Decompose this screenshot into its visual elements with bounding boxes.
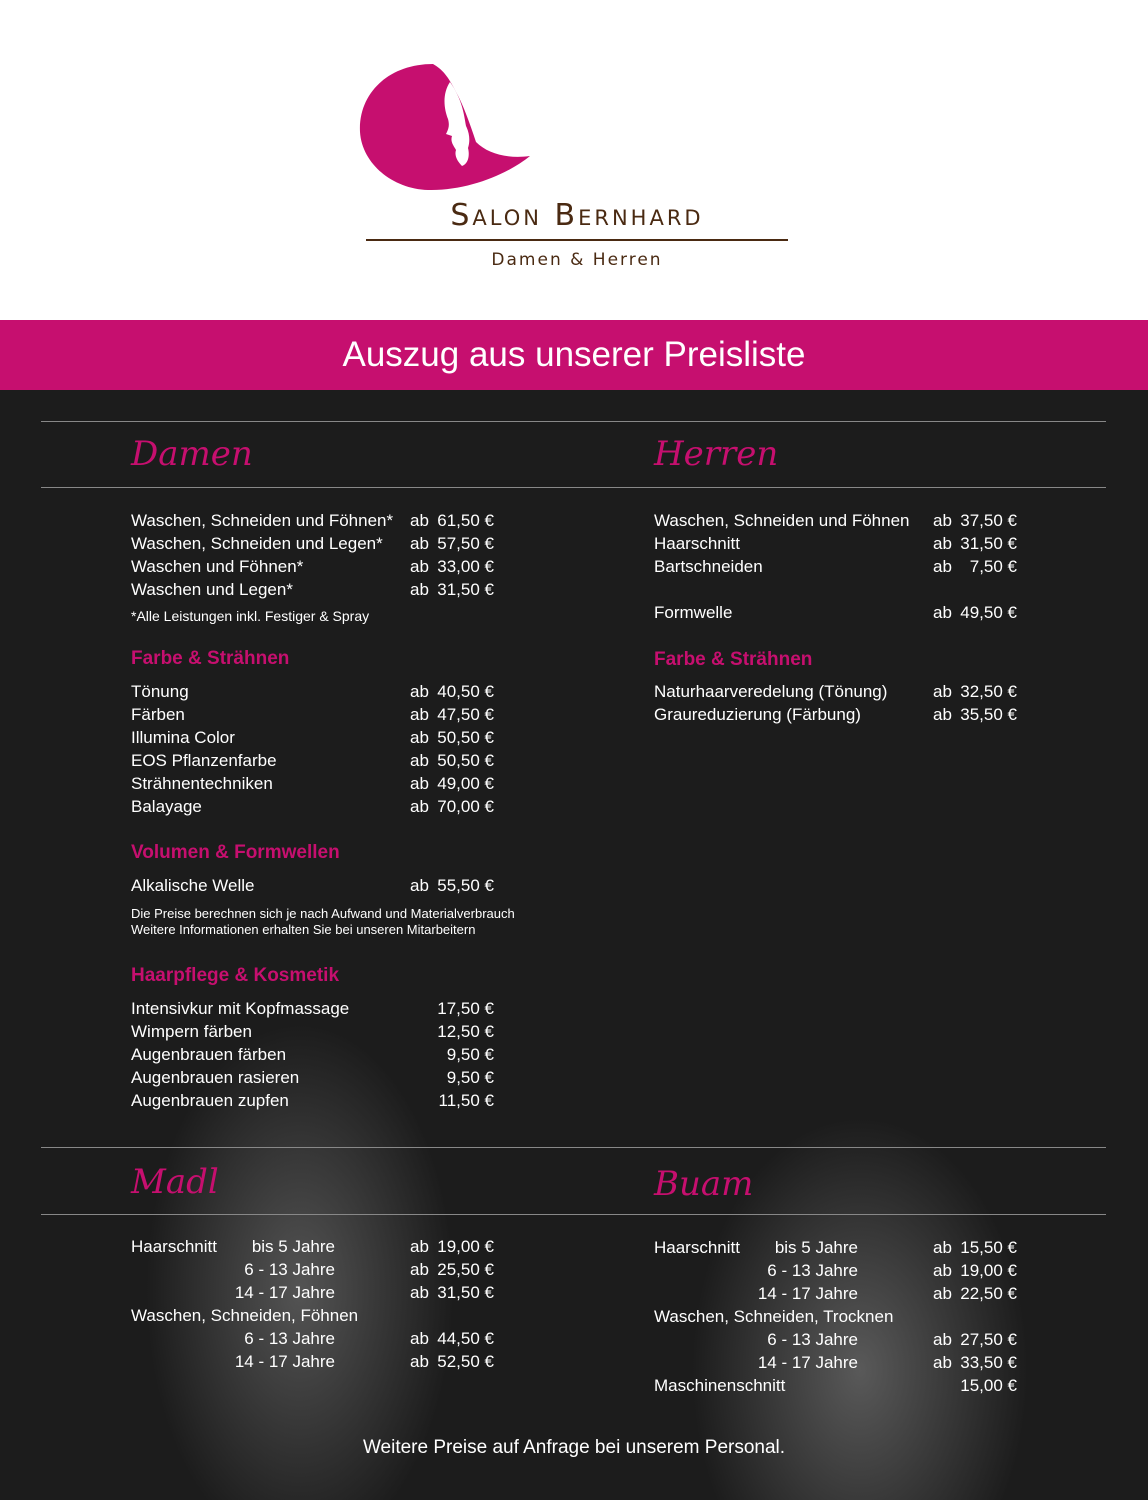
price-prefix: ab [410,1352,429,1371]
subsection-title: Haarpflege & Kosmetik [131,965,340,986]
price-prefix: ab [933,557,952,576]
service-name: Waschen und Legen* [131,580,293,599]
price: 15,50 € [960,1238,1017,1257]
price-prefix: ab [933,1353,952,1372]
price: 33,50 € [960,1353,1017,1372]
price: 19,00 € [437,1237,494,1256]
price: 33,00 € [437,557,494,576]
price: 9,50 € [446,1068,494,1087]
price: 35,50 € [960,705,1017,724]
price-prefix: ab [410,728,429,747]
brand-divider [366,239,788,241]
service-name: Augenbrauen zupfen [131,1091,289,1110]
price: 15,00 € [960,1376,1017,1395]
price: 70,00 € [437,797,494,816]
price: 49,50 € [960,603,1017,622]
age-range: bis 5 Jahre [774,1238,858,1257]
price: 50,50 € [437,728,494,747]
service-name: Graureduzierung (Färbung) [654,705,861,724]
price: 17,50 € [437,999,494,1018]
age-range: bis 5 Jahre [251,1237,335,1256]
age-range: 6 - 13 Jahre [244,1329,335,1348]
price-prefix: ab [933,1330,952,1349]
price: 44,50 € [437,1329,494,1348]
section-title-buam: Buam [654,1164,754,1204]
price-prefix: ab [410,751,429,770]
price-prefix: ab [410,557,429,576]
price-prefix: ab [410,1260,429,1279]
service-name: Haarschnitt [131,1237,217,1256]
service-name: Haarschnitt [654,534,740,553]
brand-tagline: Damen & Herren [491,250,663,270]
service-name: Waschen und Föhnen* [131,557,304,576]
divider [41,487,1106,488]
price-prefix: ab [410,580,429,599]
price: 55,50 € [437,876,494,895]
service-name: Haarschnitt [654,1238,740,1257]
service-name: Wimpern färben [131,1022,252,1041]
service-name: Strähnentechniken [131,774,273,793]
info-note: Weitere Informationen erhalten Sie bei unseren Mitarbeitern [131,922,476,937]
service-name: Waschen, Schneiden und Legen* [131,534,383,553]
age-range: 14 - 17 Jahre [234,1283,335,1302]
price: 25,50 € [437,1260,494,1279]
service-name: Waschen, Schneiden und Föhnen* [131,511,394,530]
price-prefix: ab [410,705,429,724]
service-name: EOS Pflanzenfarbe [131,751,277,770]
price: 61,50 € [437,511,494,530]
price: 31,50 € [437,1283,494,1302]
subsection-title: Farbe & Strähnen [654,649,813,670]
divider [41,1214,1106,1215]
price: 31,50 € [960,534,1017,553]
age-range: 6 - 13 Jahre [244,1260,335,1279]
price: 9,50 € [446,1045,494,1064]
price-prefix: ab [410,876,429,895]
price: 52,50 € [437,1352,494,1371]
service-name: Illumina Color [131,728,235,747]
price-prefix: ab [933,1284,952,1303]
price: 7,50 € [969,557,1017,576]
service-name: Augenbrauen färben [131,1045,287,1064]
age-range: 14 - 17 Jahre [757,1284,858,1303]
service-name: Intensivkur mit Kopfmassage [131,999,350,1018]
price: 27,50 € [960,1330,1017,1349]
price: 19,00 € [960,1261,1017,1280]
brand-name: Salon Bernhard [450,198,704,233]
price: 49,00 € [437,774,494,793]
service-name: Waschen, Schneiden, Föhnen [131,1306,359,1325]
age-range: 14 - 17 Jahre [757,1353,858,1372]
price-prefix: ab [933,1238,952,1257]
subsection-title: Volumen & Formwellen [131,842,340,863]
price-prefix: ab [410,1329,429,1348]
price: 37,50 € [960,511,1017,530]
price-prefix: ab [410,1283,429,1302]
divider [41,421,1106,422]
price-prefix: ab [933,511,952,530]
price-prefix: ab [410,797,429,816]
service-name: Augenbrauen rasieren [131,1068,300,1087]
service-name: Formwelle [654,603,733,622]
age-range: 6 - 13 Jahre [767,1261,858,1280]
service-name: Waschen, Schneiden, Trocknen [654,1307,894,1326]
price-prefix: ab [410,774,429,793]
price-prefix: ab [933,1261,952,1280]
price-prefix: ab [410,511,429,530]
price: 22,50 € [960,1284,1017,1303]
price: 12,50 € [437,1022,494,1041]
price-prefix: ab [933,603,952,622]
price-prefix: ab [933,534,952,553]
price: 31,50 € [437,580,494,599]
service-name: Färben [131,705,185,724]
price-prefix: ab [410,534,429,553]
price: 32,50 € [960,682,1017,701]
subsection-title: Farbe & Strähnen [131,648,290,669]
service-name: Maschinenschnitt [654,1376,786,1395]
service-name: Alkalische Welle [131,876,255,895]
woman-silhouette-logo-icon [358,64,533,194]
footnote: *Alle Leistungen inkl. Festiger & Spray [131,608,370,624]
service-name: Naturhaarveredelung (Tönung) [654,682,888,701]
age-range: 14 - 17 Jahre [234,1352,335,1371]
price: 50,50 € [437,751,494,770]
service-name: Bartschneiden [654,557,763,576]
header [0,0,1148,320]
section-title-damen: Damen [131,434,253,474]
info-note: Die Preise berechnen sich je nach Aufwand und Materialverbrauch [131,906,515,921]
section-title-herren: Herren [654,434,779,474]
age-range: 6 - 13 Jahre [767,1330,858,1349]
service-name: Balayage [131,797,202,816]
price-prefix: ab [933,705,952,724]
price: 11,50 € [438,1091,494,1110]
service-name: Tönung [131,682,189,701]
footer-note: Weitere Preise auf Anfrage bei unserem Personal. [362,1437,786,1458]
section-title-madl: Madl [131,1162,219,1202]
price-prefix: ab [410,1237,429,1256]
page-title: Auszug aus unserer Preisliste [0,320,1148,390]
service-name: Waschen, Schneiden und Föhnen [654,511,910,530]
price-prefix: ab [410,682,429,701]
price: 57,50 € [437,534,494,553]
divider [41,1147,1106,1148]
price-prefix: ab [933,682,952,701]
price: 47,50 € [437,705,494,724]
price: 40,50 € [437,682,494,701]
